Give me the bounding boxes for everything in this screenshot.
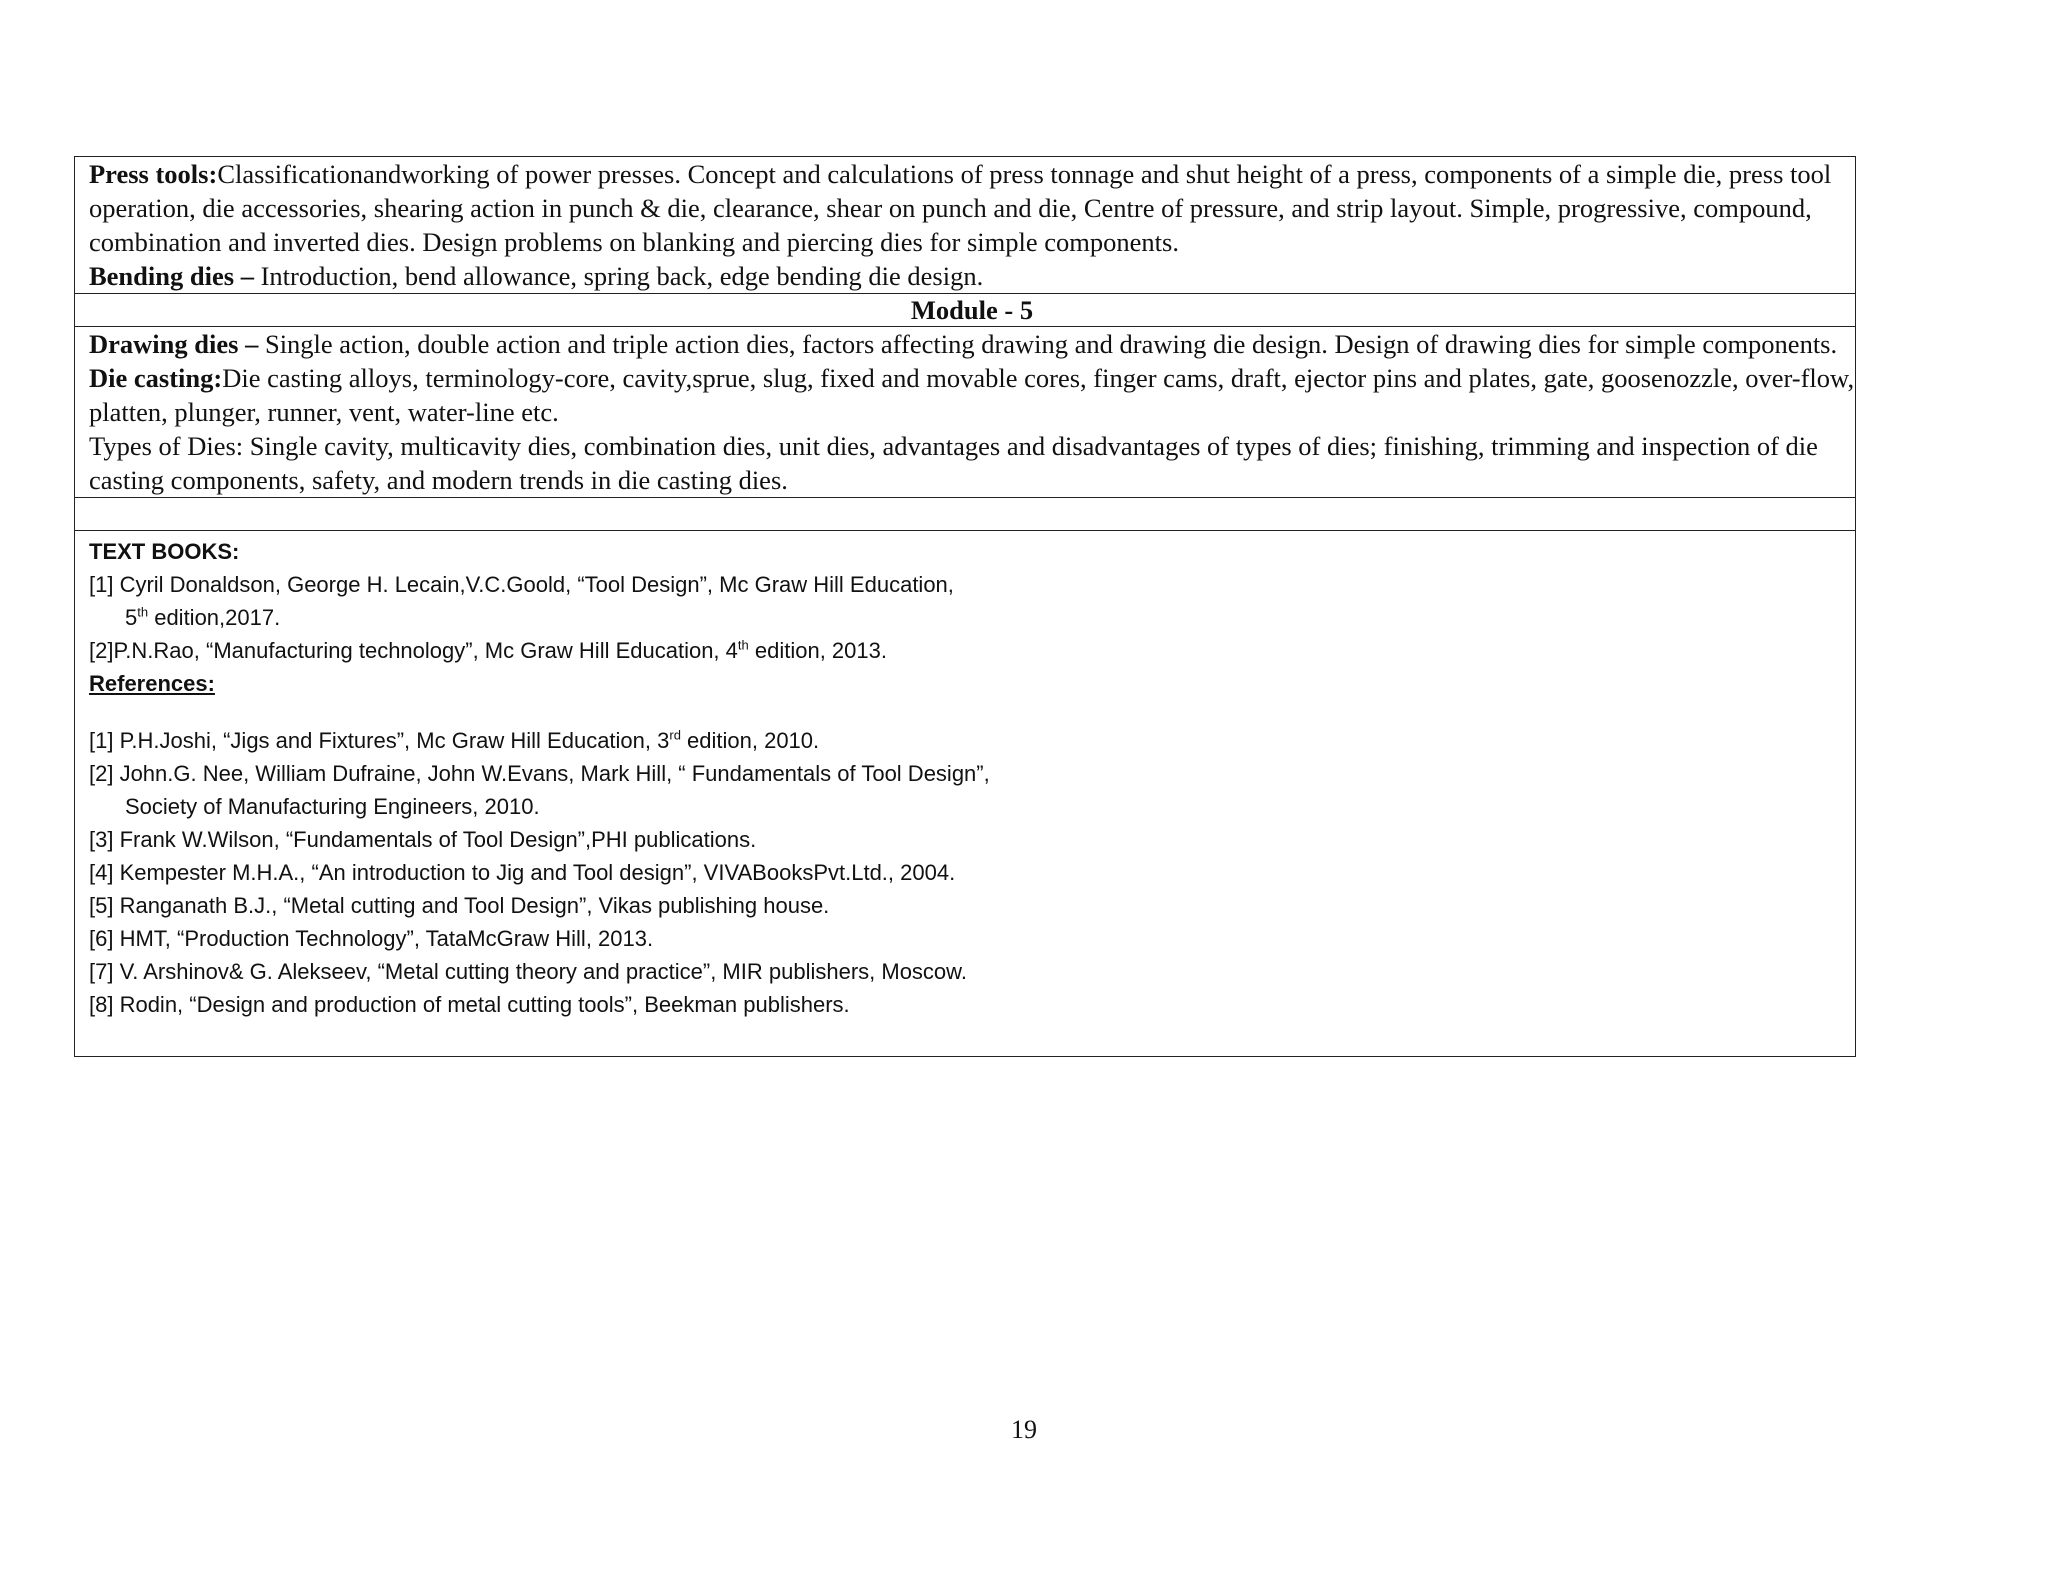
module-5-heading-row	[75, 294, 1856, 327]
reference-1: [1] P.H.Joshi, “Jigs and Fixtures”, Mc Graw Hill Education, 3rd edition, 2010.	[89, 727, 820, 753]
press-tools-text: Classificationandworking of power presses. Concept and calculations of press tonnage and shut height of a press, components of a simple die, press tool operation, die accessories, shearing action in punch & die, clearance, shear on punch and die, Centre of pressure, and strip layout. Simple, progressive, compound, combination and inverted dies. Design problems on blanking and piercing dies for simple components.	[89, 159, 1832, 257]
module-5-row	[75, 327, 1856, 498]
syllabus-table	[74, 156, 1856, 1057]
reference-7: [7] V. Arshinov& G. Alekseev, “Metal cutting theory and practice”, MIR publishers, Moscow.	[89, 959, 967, 984]
drawing-dies-paragraph	[89, 327, 1855, 361]
page-number: 19	[1011, 1415, 1037, 1444]
empty-cell	[75, 498, 1856, 531]
die-casting-paragraph	[89, 361, 1855, 429]
text-book-2: [2]P.N.Rao, “Manufacturing technology”, Mc Graw Hill Education, 4th edition, 2013.	[89, 637, 887, 663]
text-book-1-line-2: 5th edition,2017.	[125, 604, 281, 630]
module-5-content	[75, 327, 1856, 498]
reference-3: [3] Frank W.Wilson, “Fundamentals of Tool Design”,PHI publications.	[89, 827, 757, 852]
reference-2: [2] John.G. Nee, William Dufraine, John W.Evans, Mark Hill, “ Fundamentals of Tool Design”, Society of Manufacturing Engineers, 2010.	[89, 761, 990, 819]
text-books-heading: TEXT BOOKS:	[89, 539, 240, 564]
drawing-dies-text: Single action, double action and triple action dies, factors affecting drawing and drawing die design. Design of drawing dies for simple components.	[258, 329, 1838, 359]
books-row	[75, 531, 1856, 1057]
types-of-dies-paragraph: Types of Dies: Single cavity, multicavity dies, combination dies, unit dies, advantages and disadvantages of types of dies; finishing, trimming and inspection of die casting components, safety, and modern trends in die casting dies.	[89, 431, 1818, 495]
references-heading: References:	[89, 671, 215, 696]
drawing-dies-label: Drawing dies –	[89, 329, 259, 359]
bending-dies-label: Bending dies –	[89, 261, 254, 291]
reference-8: [8] Rodin, “Design and production of metal cutting tools”, Beekman publishers.	[89, 992, 850, 1017]
empty-row	[75, 498, 1856, 531]
reference-4: [4] Kempester M.H.A., “An introduction to Jig and Tool design”, VIVABooksPvt.Ltd., 2004.	[89, 860, 956, 885]
reference-5: [5] Ranganath B.J., “Metal cutting and Tool Design”, Vikas publishing house.	[89, 893, 830, 918]
books-and-references	[75, 531, 1856, 1057]
module-4-row	[75, 157, 1856, 294]
module-4-content	[75, 157, 1856, 294]
die-casting-text: Die casting alloys, terminology-core, cavity,sprue, slug, fixed and movable cores, finger cams, draft, ejector pins and plates, gate, goosenozzle, over-flow, platten, plunger, runner, vent, water-line etc.	[89, 363, 1855, 427]
reference-6: [6] HMT, “Production Technology”, TataMcGraw Hill, 2013.	[89, 926, 654, 951]
text-book-1-line-1: [1] Cyril Donaldson, George H. Lecain,V.C.Goold, “Tool Design”, Mc Graw Hill Education,	[89, 572, 954, 597]
bending-dies-text: Introduction, bend allowance, spring back, edge bending die design.	[253, 261, 984, 291]
press-tools-label: Press tools:	[89, 159, 218, 189]
press-tools-paragraph	[89, 157, 1855, 259]
text-book-1	[89, 568, 1855, 634]
module-5-heading: Module - 5	[75, 294, 1856, 327]
references-list	[89, 724, 1855, 1021]
die-casting-label: Die casting:	[89, 363, 223, 393]
bending-dies-paragraph	[89, 259, 1855, 293]
